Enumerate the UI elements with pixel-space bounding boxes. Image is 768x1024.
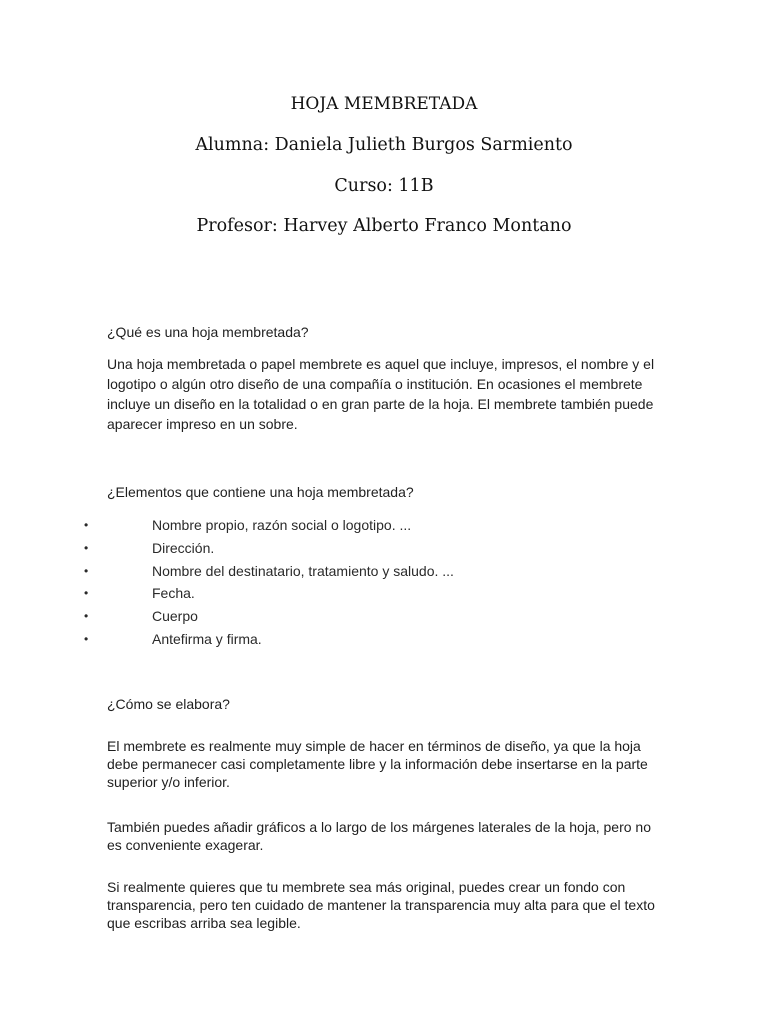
list-item	[0, 537, 768, 560]
question-elements: ¿Elementos que contiene una hoja membretada?	[107, 484, 414, 500]
elements-list	[0, 514, 768, 651]
list-item	[0, 628, 768, 651]
list-item	[0, 582, 768, 605]
bullet-icon: •	[84, 518, 89, 532]
question-what-is: ¿Qué es una hoja membretada?	[107, 324, 309, 340]
teacher-name: Profesor: Harvey Alberto Franco Montano	[196, 216, 572, 236]
how-paragraph-1: El membrete es realmente muy simple de hacer en términos de diseño, ya que la hoja debe permanecer casi completamente libre y la información debe insertarse en la parte superior y/o inferior.	[107, 738, 648, 790]
bullet-icon: •	[84, 586, 89, 601]
list-item-text: Nombre propio, razón social o logotipo. ...	[152, 517, 412, 533]
list-item-text: Dirección.	[152, 539, 215, 556]
how-paragraph-3: Si realmente quieres que tu membrete sea más original, puedes crear un fondo con transparencia, pero ten cuidado de mantener la transparencia muy alta para que el texto que escribas arriba sea legible.	[107, 879, 655, 931]
bullet-icon: •	[84, 609, 89, 624]
question-how-to-make: ¿Cómo se elabora?	[107, 696, 230, 712]
bullet-icon: •	[84, 631, 89, 646]
list-item-text: Cuerpo	[152, 608, 198, 625]
list-item	[0, 514, 768, 537]
list-item-text: Nombre del destinatario, tratamiento y saludo. ...	[152, 562, 454, 579]
student-name: Alumna: Daniela Julieth Burgos Sarmiento	[195, 135, 573, 155]
list-item	[0, 560, 768, 583]
how-paragraph-2: También puedes añadir gráficos a lo largo de los márgenes laterales de la hoja, pero no es conveniente exagerar.	[107, 819, 652, 853]
definition-paragraph: Una hoja membretada o papel membrete es aquel que incluye, impresos, el nombre y el logotipo o algún otro diseño de una compañía o institución. En ocasiones el membrete incluye un diseño en la totalidad o en gran parte de la hoja. El membrete también puede aparecer impreso en un sobre.	[107, 356, 655, 432]
bullet-icon: •	[84, 540, 89, 555]
list-item-text: Fecha.	[152, 585, 195, 602]
bullet-icon: •	[84, 563, 89, 578]
course: Curso: 11B	[334, 176, 434, 196]
list-item-text: Antefirma y firma.	[152, 630, 262, 647]
document-title: HOJA MEMBRETADA	[290, 94, 478, 114]
list-item	[0, 605, 768, 628]
